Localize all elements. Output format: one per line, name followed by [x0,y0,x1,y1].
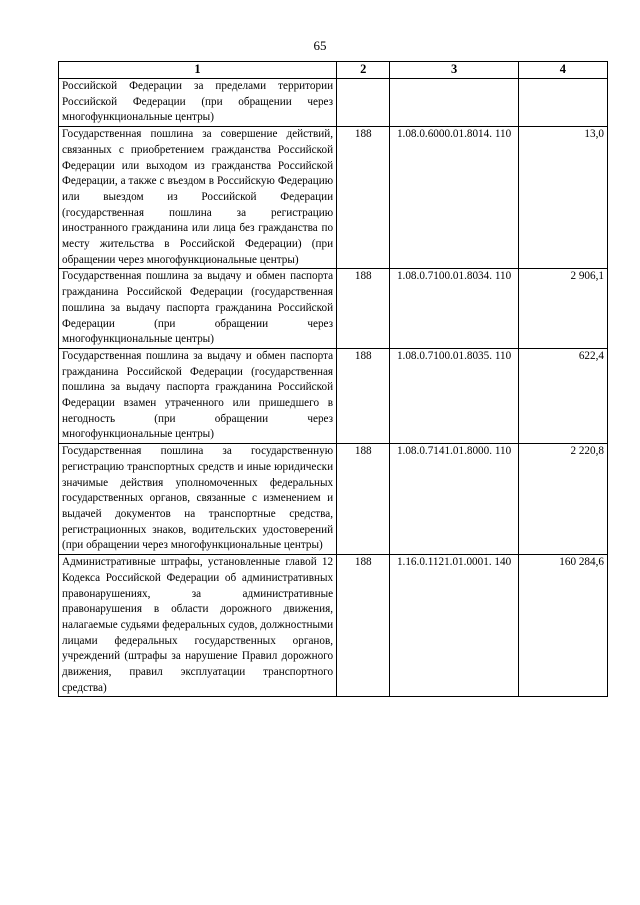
row-admin-code: 188 [337,269,390,349]
table-row [59,269,608,349]
table-header-row [59,62,608,79]
row-kbk-code [390,79,518,127]
row-description: Государственная пошлина за совершение действий, связанных с приобретением гражданства Российской Федерации или выходом из гражданства Российской Федерации, а также с въездом в Российскую Федерацию или выездом из Российской Федерации (государственная пошлина за регистрацию иностранного гражданина или лица без гражданства по месту жительства в Российской Федерации) (при обращении через многофункциональные центры) [59,127,337,269]
row-description: Российской Федерации за пределами территории Российской Федерации (при обращении через многофункциональные центры) [59,79,337,127]
row-description: Государственная пошлина за выдачу и обмен паспорта гражданина Российской Федерации (государственная пошлина за выдачу паспорта гражданина Российской Федерации (при обращении через многофункциональные центры) [59,269,337,349]
row-amount: 622,4 [518,348,607,443]
column-header: 3 [390,62,518,79]
column-header: 2 [337,62,390,79]
revenue-table [58,61,608,697]
row-amount: 160 284,6 [518,555,607,697]
row-kbk-code: 1.16.0.1121.01.0001. 140 [390,555,518,697]
row-amount: 13,0 [518,127,607,269]
row-admin-code: 188 [337,348,390,443]
row-admin-code: 188 [337,444,390,555]
row-description: Государственная пошлина за выдачу и обмен паспорта гражданина Российской Федерации (государственная пошлина за выдачу паспорта гражданина Российской Федерации взамен утраченного или пришедшего в негодность (при обращении через многофункциональные центры) [59,348,337,443]
page-number: 65 [313,38,327,53]
row-admin-code: 188 [337,555,390,697]
row-admin-code [337,79,390,127]
column-header: 4 [518,62,607,79]
row-kbk-code: 1.08.0.7141.01.8000. 110 [390,444,518,555]
row-kbk-code: 1.08.0.6000.01.8014. 110 [390,127,518,269]
column-header: 1 [59,62,337,79]
table-row [59,127,608,269]
row-amount: 2 906,1 [518,269,607,349]
row-description: Государственная пошлина за государственную регистрацию транспортных средств и иные юридически значимые действия уполномоченных федеральных государственных органов, связанные с изменением и выдачей документов на транспортные средства, регистрационных знаков, водительских удостоверений (при обращении через многофункциональные центры) [59,444,337,555]
table-row [59,555,608,697]
table-row [59,79,608,127]
table-row [59,444,608,555]
row-description: Административные штрафы, установленные главой 12 Кодекса Российской Федерации об административных правонарушениях, за административные правонарушения в области дорожного движения, налагаемые судьями федеральных судов, должностными лицами федеральных государственных органов, учреждений (штрафы за нарушение Правил дорожного движения, правил эксплуатации транспортного средства) [59,555,337,697]
table-row [59,348,608,443]
row-admin-code: 188 [337,127,390,269]
row-kbk-code: 1.08.0.7100.01.8034. 110 [390,269,518,349]
row-amount [518,79,607,127]
row-kbk-code: 1.08.0.7100.01.8035. 110 [390,348,518,443]
row-amount: 2 220,8 [518,444,607,555]
